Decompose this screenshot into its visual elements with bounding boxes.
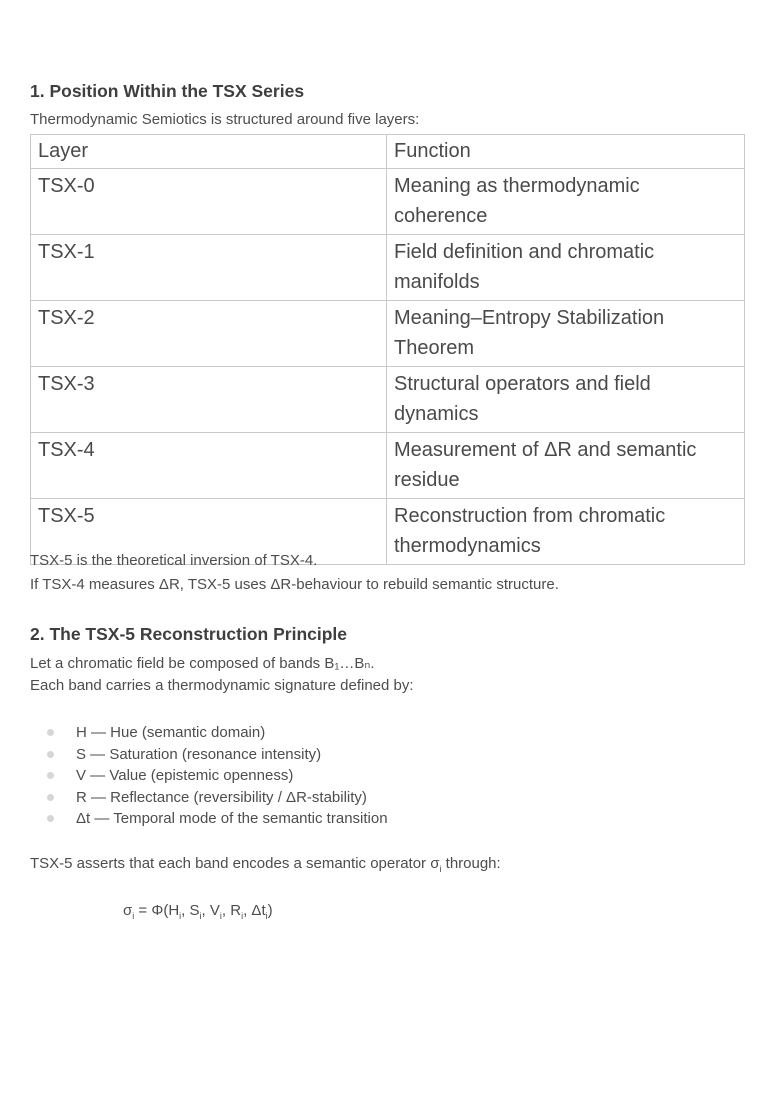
list-item-text: S — Saturation (resonance intensity) <box>76 745 322 763</box>
list-item <box>30 744 388 766</box>
formula-equals: = Φ( <box>134 902 169 919</box>
formula-lhs: σ <box>123 902 133 919</box>
cell-function: Meaning–Entropy Stabilization Theorem <box>387 301 745 367</box>
table-header-row <box>31 135 745 169</box>
table-row <box>31 301 745 367</box>
band-signature-list <box>30 722 388 830</box>
cell-layer: TSX-0 <box>31 169 387 235</box>
measurement-note: If TSX-4 measures ΔR, TSX-5 uses ΔR-behaviour to rebuild semantic structure. <box>30 576 559 593</box>
tsx-layers-table <box>30 134 745 565</box>
cell-layer: TSX-4 <box>31 433 387 499</box>
bullet-icon <box>47 729 54 736</box>
list-item <box>30 722 388 744</box>
section-1-heading: 1. Position Within the TSX Series <box>30 81 305 101</box>
formula-subscript: i <box>219 911 222 921</box>
formula-term: Δt <box>251 902 266 919</box>
column-header-function: Function <box>387 135 745 169</box>
list-item <box>30 787 388 809</box>
column-header-layer: Layer <box>31 135 387 169</box>
formula-term: S <box>189 902 200 919</box>
bullet-icon <box>47 772 54 779</box>
bullet-icon <box>47 751 54 758</box>
table-row <box>31 235 745 301</box>
table-row <box>31 169 745 235</box>
assertion-line <box>30 855 501 874</box>
formula-close: ) <box>267 902 273 919</box>
formula-separator: , <box>181 902 190 919</box>
formula-subscript: i <box>199 911 202 921</box>
list-item-text: R — Reflectance (reversibility / ΔR-stability) <box>76 788 367 806</box>
list-item-text: H — Hue (semantic domain) <box>76 724 266 741</box>
table-row <box>31 433 745 499</box>
cell-layer: TSX-1 <box>31 235 387 301</box>
formula-separator: , <box>201 902 210 919</box>
cell-layer: TSX-5 <box>31 499 387 565</box>
cell-function: Field definition and chromatic manifolds <box>387 235 745 301</box>
assertion-subscript: i <box>439 864 442 874</box>
list-item-text: V — Value (epistemic openness) <box>76 767 294 784</box>
reconstruction-formula <box>123 902 273 921</box>
formula-subscript: i <box>132 911 135 921</box>
section-1-intro: Thermodynamic Semiotics is structured around five layers: <box>30 111 420 128</box>
cell-layer: TSX-2 <box>31 301 387 367</box>
list-item <box>30 765 388 787</box>
formula-term: V <box>209 902 220 919</box>
table-row <box>31 367 745 433</box>
assertion-suffix: through: <box>441 855 501 872</box>
formula-separator: , <box>243 902 252 919</box>
inversion-note: TSX-5 is the theoretical inversion of TSX-4. <box>30 552 318 569</box>
bullet-icon <box>47 794 54 801</box>
formula-term: H <box>168 902 180 919</box>
cell-function: Meaning as thermodynamic coherence <box>387 169 745 235</box>
formula-subscript: i <box>179 911 182 921</box>
assertion-prefix: TSX-5 asserts that each band encodes a semantic operator σ <box>30 855 440 872</box>
cell-layer: TSX-3 <box>31 367 387 433</box>
formula-subscript: i <box>241 911 244 921</box>
bullet-icon <box>47 815 54 822</box>
chromatic-field-line: Let a chromatic field be composed of bands B₁…Bₙ. <box>30 655 375 672</box>
formula-separator: , <box>221 902 231 919</box>
formula-subscript: i <box>265 911 268 921</box>
section-2-heading: 2. The TSX-5 Reconstruction Principle <box>30 624 348 644</box>
signature-line: Each band carries a thermodynamic signature defined by: <box>30 677 414 694</box>
list-item-text: Δt — Temporal mode of the semantic transition <box>76 810 388 827</box>
cell-function: Reconstruction from chromatic thermodynamics <box>387 499 745 565</box>
list-item <box>30 808 388 830</box>
cell-function: Measurement of ΔR and semantic residue <box>387 433 745 499</box>
formula-term: R <box>230 902 242 919</box>
cell-function: Structural operators and field dynamics <box>387 367 745 433</box>
